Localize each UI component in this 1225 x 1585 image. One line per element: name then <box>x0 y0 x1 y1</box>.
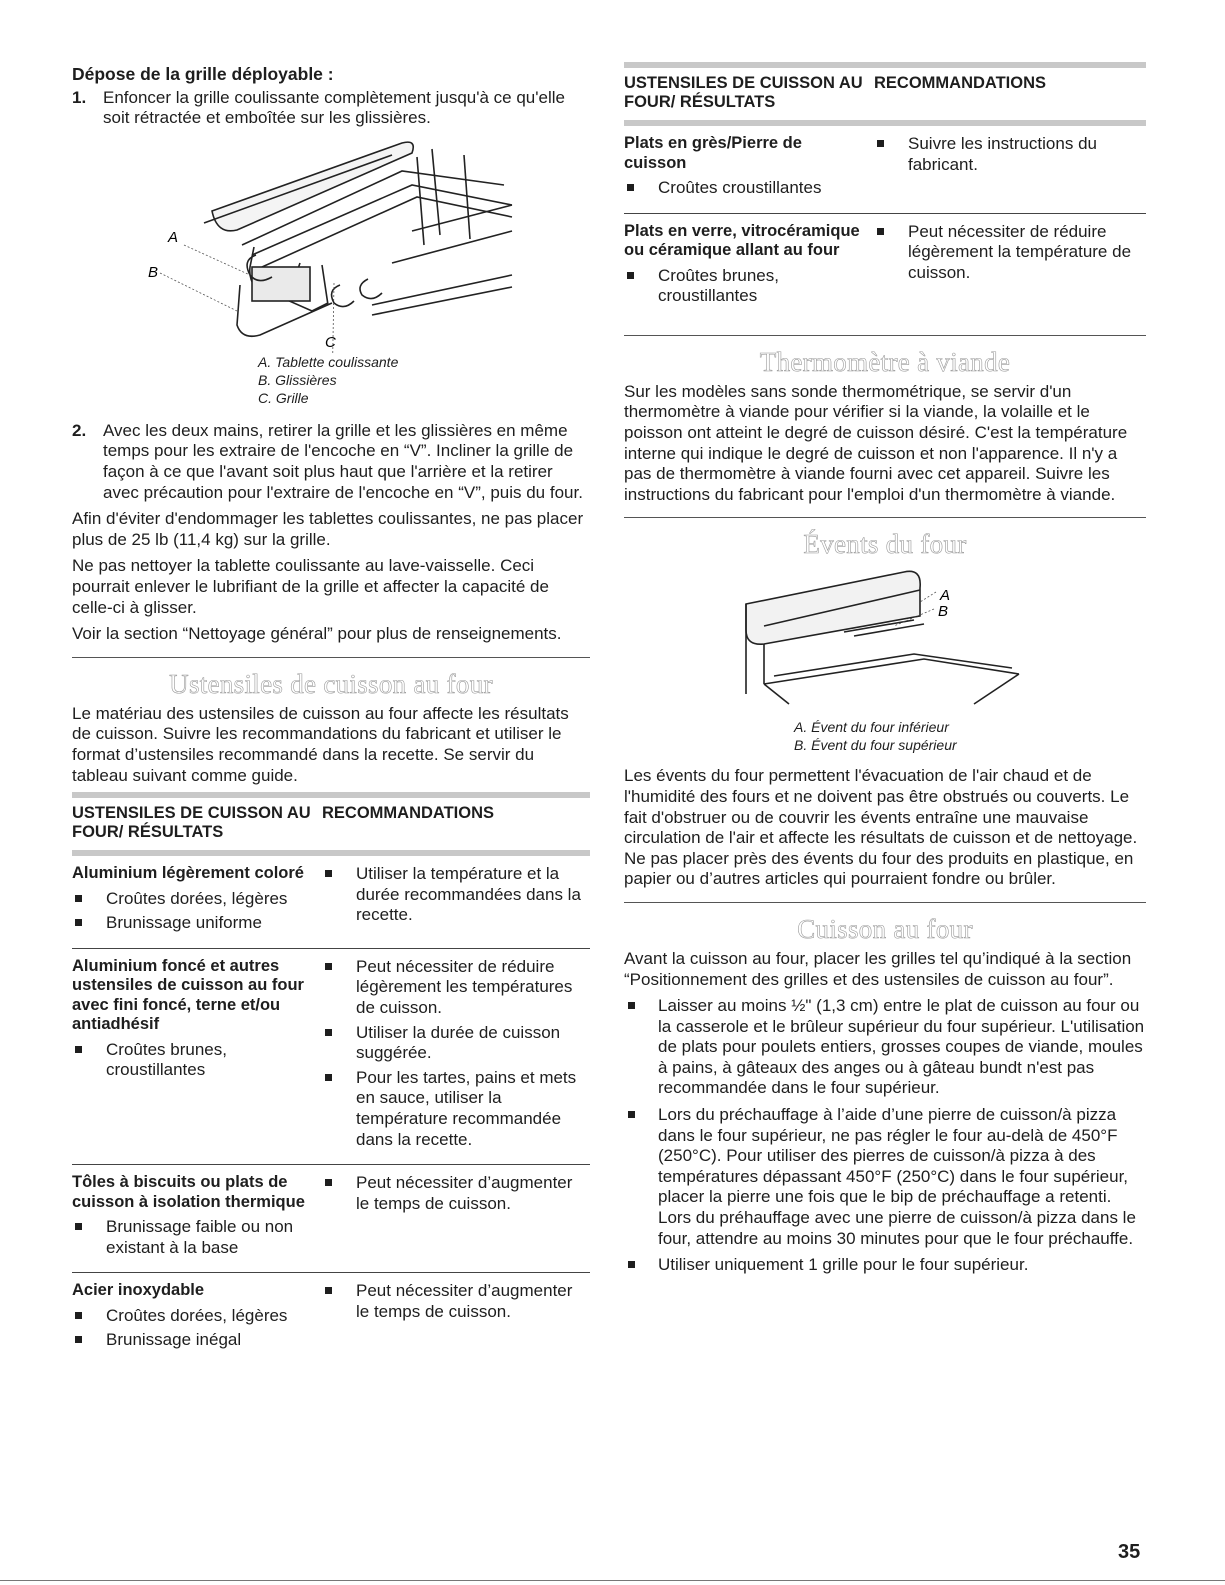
recommendation-item: Suivre les instructions du fabricant. <box>874 134 1146 175</box>
bakeware-table-right <box>624 62 1146 321</box>
rack-label-c: C <box>325 333 336 351</box>
table-header-recommendations: RECOMMANDATIONS <box>874 65 1146 123</box>
material-name: Acier inoxydable <box>72 1281 205 1300</box>
table-row <box>72 948 590 1164</box>
result-item: Croûtes dorées, légères <box>72 889 314 910</box>
material-name: Aluminium foncé et autres ustensiles de cuisson au four avec fini foncé, terne et/ou antiadhésif <box>72 956 304 1034</box>
result-item: Croûtes brunes, croustillantes <box>624 266 866 307</box>
vents-illustration <box>624 564 1146 714</box>
see-cleaning-note: Voir la section “Nettoyage général” pour plus de renseignements. <box>72 624 562 644</box>
rack-figure <box>72 135 590 353</box>
recommendation-item: Peut nécessiter de réduire légèrement les températures de cuisson. <box>322 957 590 1019</box>
section-divider <box>624 335 1146 336</box>
table-header-bakeware: USTENSILES DE CUISSON AU FOUR/ RÉSULTATS <box>72 795 322 853</box>
material-name: Plats en verre, vitrocéramique ou céramique allant au four <box>624 221 860 260</box>
rack-removal-title: Dépose de la grille déployable : <box>72 64 334 84</box>
step-2 <box>72 421 590 503</box>
rack-label-b: B <box>148 263 159 281</box>
table-header-recommendations: RECOMMANDATIONS <box>322 795 590 853</box>
bakeware-intro: Le matériau des ustensiles de cuisson au four affecte les résultats de cuisson. Suivre les recommandations du fabricant et utiliser le format d’ustensiles recommandé dans la recette. Se servir du tableau suivant comme guide. <box>72 703 569 785</box>
right-column <box>624 62 1146 1282</box>
bakeware-table-left <box>72 792 590 1365</box>
result-item: Croûtes brunes, croustillantes <box>72 1040 314 1081</box>
recommendation-item: Peut nécessiter d’augmenter le temps de cuisson. <box>322 1173 590 1214</box>
baking-heading: Cuisson au four <box>797 913 973 944</box>
material-name: Aluminium légèrement coloré <box>72 864 304 883</box>
step-1-text: Enfoncer la grille coulissante complètement jusqu'à ce qu'elle soit rétractée et emboîtée sur les glissières. <box>103 87 565 128</box>
recommendation-item: Utiliser la température et la durée recommandées dans la recette. <box>322 864 590 926</box>
dishwasher-warning: Ne pas nettoyer la tablette coulissante au lave-vaisselle. Ceci pourrait enlever le lubrifiant de la grille et affecter la capacité de celle-ci à glisser. <box>72 556 549 617</box>
table-row <box>624 123 1146 213</box>
step-2-text: Avec les deux mains, retirer la grille et les glissières en même temps pour les extraire de l'encoche en “V”. Incliner la grille de façon à ce que l'avant soit plus haut que l'arrière et la retirer avec précaution pour l'extraire de l'encoche en “V”, puis du four. <box>103 420 583 502</box>
vents-captions <box>624 718 1146 754</box>
recommendation-item: Peut nécessiter d’augmenter le temps de cuisson. <box>322 1281 590 1322</box>
weight-warning: Afin d'éviter d'endommager les tablettes coulissantes, ne pas placer plus de 25 lb (11,4 kg) sur la grille. <box>72 509 584 549</box>
material-name: Tôles à biscuits ou plats de cuisson à isolation thermique <box>72 1173 305 1211</box>
vents-heading: Évents du four <box>803 529 967 560</box>
bakeware-heading: Ustensiles de cuisson au four <box>169 668 493 699</box>
baking-tips <box>624 996 1146 1276</box>
list-item: Utiliser uniquement 1 grille pour le four supérieur. <box>624 1255 1146 1276</box>
recommendation-item: Utiliser la durée de cuisson suggérée. <box>322 1023 590 1064</box>
step-1-number: 1. <box>72 87 87 107</box>
result-item: Brunissage uniforme <box>72 913 314 934</box>
page-bottom-rule <box>0 1580 1225 1581</box>
list-item: Laisser au moins ½" (1,3 cm) entre le plat de cuisson au four ou la casserole et le brûleur supérieur du four supérieur. L'utilisation de plats pour poulets entiers, grosses coupes de viande, moules à pains, à gâteaux des anges ou à gâteau bundt n'est pas recommandée dans le four supérieur. <box>624 996 1146 1099</box>
material-name: Plats en grès/Pierre de cuisson <box>624 134 802 172</box>
step-1 <box>72 88 590 129</box>
thermometer-text: Sur les modèles sans sonde thermométrique, se servir d'un thermomètre à viande pour vérifier si la viande, la volaille et le poisson ont atteint le degré de cuisson désiré. C'est la température interne qui indique le degré de cuisson et non l'apparence. Il n'y a pas de thermomètre à viande fourni avec cet appareil. Suivre les instructions du fabricant pour l'emploi d'un thermomètre à viande. <box>624 381 1128 504</box>
thermometer-heading: Thermomètre à viande <box>759 346 1011 377</box>
vents-text: Les évents du four permettent l'évacuation de l'air chaud et de l'humidité des fours et ne doivent pas être obstrués ou couverts. Le fait d'obstruer ou de couvrir les évents entraîne une mauvaise circulation de l'air et affecte les résultats de cuisson et de nettoyage. Ne pas placer près des évents du four des produits en plastique, en papier ou d’autres articles qui pourraient fondre ou brûler. <box>624 766 1138 889</box>
baking-intro: Avant la cuisson au four, placer les grilles tel qu’indiqué à la section “Positionnement des grilles et des ustensiles de cuisson au four”. <box>624 948 1132 989</box>
result-item: Croûtes dorées, légères <box>72 1306 314 1327</box>
vent-label-a: A <box>940 587 951 605</box>
vent-label-b: B <box>938 603 949 621</box>
result-item: Brunissage faible ou non existant à la base <box>72 1217 314 1258</box>
section-divider <box>72 657 590 658</box>
table-header-bakeware: USTENSILES DE CUISSON AU FOUR/ RÉSULTATS <box>624 65 874 123</box>
vent-caption-b: B. Évent du four supérieur <box>794 737 957 754</box>
rack-removal-steps-2 <box>72 421 590 503</box>
rack-caption-c: C. Grille <box>258 389 309 406</box>
page-number: 35 <box>1118 1541 1141 1563</box>
recommendation-item: Peut nécessiter de réduire légèrement la température de cuisson. <box>874 222 1146 284</box>
step-2-number: 2. <box>72 420 87 440</box>
rack-label-a: A <box>168 228 179 246</box>
table-row <box>72 853 590 948</box>
vents-figure <box>624 564 1146 714</box>
vent-caption-a: A. Évent du four inférieur <box>794 719 949 736</box>
section-divider <box>624 902 1146 903</box>
rack-caption-b: B. Glissières <box>258 371 337 388</box>
table-row <box>72 1273 590 1365</box>
result-item: Croûtes croustillantes <box>624 178 866 199</box>
result-item: Brunissage inégal <box>72 1330 314 1351</box>
section-divider <box>624 517 1146 518</box>
recommendation-item: Pour les tartes, pains et mets en sauce, utiliser la température recommandée dans la recette. <box>322 1068 590 1150</box>
rack-illustration <box>72 135 590 353</box>
rack-captions <box>72 353 590 407</box>
rack-removal-steps <box>72 88 590 129</box>
rack-caption-a: A. Tablette coulissante <box>258 353 399 370</box>
list-item: Lors du préchauffage à l’aide d’une pierre de cuisson/à pizza dans le four supérieur, ne pas régler le four au-delà de 450°F (250°C). Pour utiliser des pierres de cuisson/à pizza à des températures dépassant 450°F (250°C) dans le four supérieur, placer la pierre une fois que le bip de préchauffage a retenti. Lors du préhauffage avec une pierre de cuisson/à pizza dans le four, attendre au moins 30 minutes pour que le four préchauffe. <box>624 1105 1146 1249</box>
table-row <box>72 1165 590 1273</box>
left-column <box>72 64 590 1365</box>
table-row <box>624 213 1146 321</box>
